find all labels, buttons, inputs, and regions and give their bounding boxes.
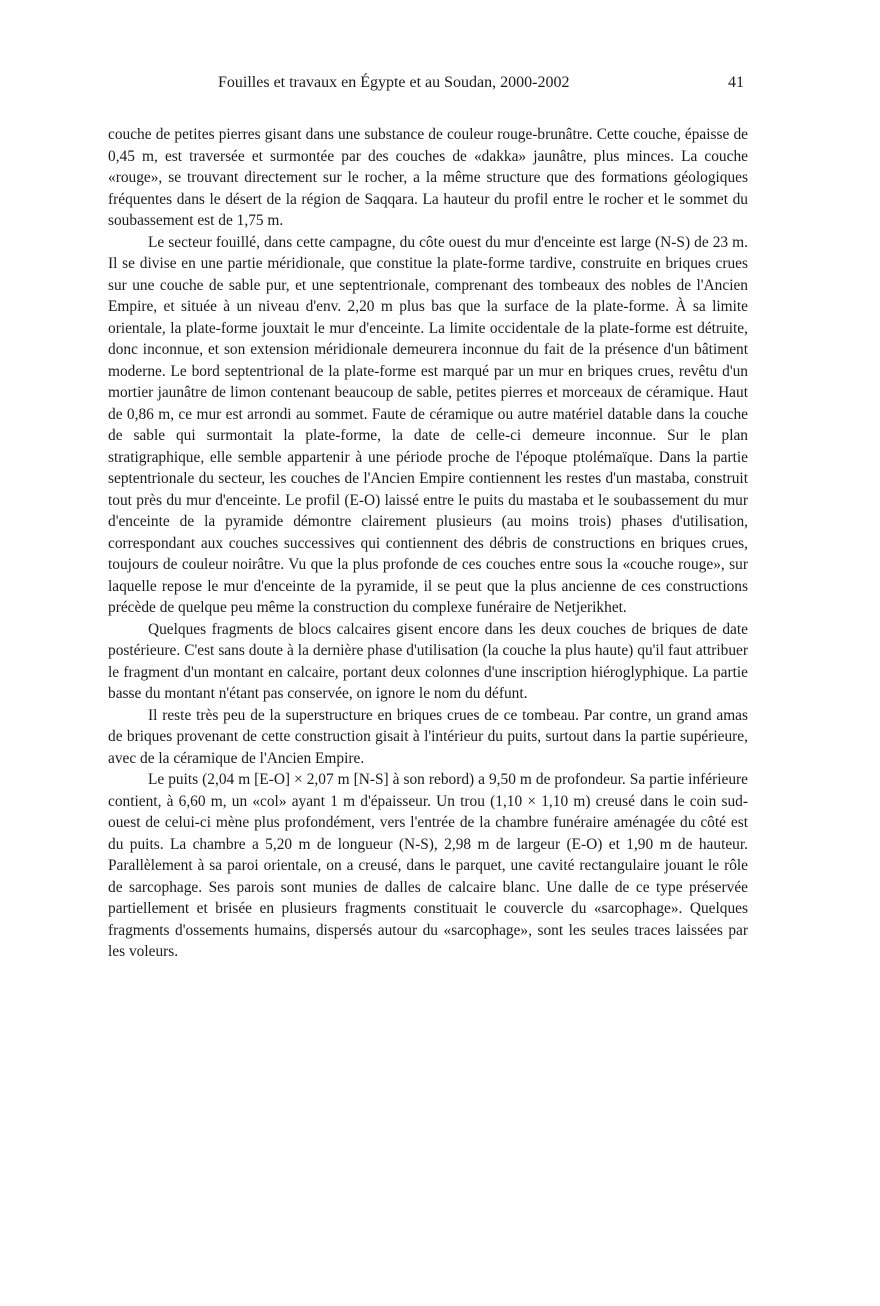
body-text xyxy=(108,124,748,963)
paragraph-1: couche de petites pierres gisant dans une substance de couleur rouge-brunâtre. Cette couche, épaisse de 0,45 m, est traversée et surmontée par des couches de «dakka» jaunâtre, plus minces. La couche «rouge», se trouvant directement sur le rocher, a la même structure que des formations géologiques fréquentes dans le désert de la région de Saqqara. La hauteur du profil entre le rocher et le sommet du soubassement est de 1,75 m. xyxy=(108,126,748,229)
paragraph-5: Le puits (2,04 m [E-O] × 2,07 m [N-S] à son rebord) a 9,50 m de profondeur. Sa partie inférieure contient, à 6,60 m, un «col» ayant 1 m d'épaisseur. Un trou (1,10 × 1,10 m) creusé dans le coin sud-ouest de celui-ci mène plus profondément, vers l'entrée de la chambre funéraire aménagée du côté est du puits. La chambre a 5,20 m de longueur (N-S), 2,98 m de largeur (E-O) et 1,90 m de hauteur. Parallèlement à sa paroi orientale, on a creusé, dans le parquet, une cavité rectangulaire jouant le rôle de sarcophage. Ses parois sont munies de dalles de calcaire blanc. Une dalle de ce type préservée partiellement et brisée en plusieurs fragments constituait le couvercle du «sarcophage». Quelques fragments d'ossements humains, dispersés autour du «sarcophage», sont les seules traces laissées par les voleurs. xyxy=(108,771,748,960)
running-title: Fouilles et travaux en Égypte et au Soudan, 2000-2002 xyxy=(218,74,570,91)
page-header xyxy=(108,74,748,100)
paragraph-2: Le secteur fouillé, dans cette campagne, du côte ouest du mur d'enceinte est large (N-S) de 23 m. Il se divise en une partie méridionale, que constitue la plate-forme tardive, construite en briques crues sur une couche de sable pur, et une septentrionale, comprenant des tombeaux des nobles de l'Ancien Empire, et située à un niveau d'env. 2,20 m plus bas que la surface de la plate-forme. À sa limite orientale, la plate-forme jouxtait le mur d'enceinte. La limite occidentale de la plate-forme est détruite, donc inconnue, et son extension méridionale demeurera inconnue du fait de la présence d'un bâtiment moderne. Le bord septentrional de la plate-forme est marqué par un mur en briques crues, revêtu d'un mortier jaunâtre de limon contenant beaucoup de sable, petites pierres et morceaux de céramique. Haut de 0,86 m, ce mur est arrondi au sommet. Faute de céramique ou autre matériel datable dans la couche de sable qui surmontait la plate-forme, la date de celle-ci demeure inconnue. Sur le plan stratigraphique, elle semble appartenir à une période proche de l'époque ptolémaïque. Dans la partie septentrionale du secteur, les couches de l'Ancien Empire contiennent les restes d'un mastaba, construit tout près du mur d'enceinte. Le profil (E-O) laissé entre le puits du mastaba et le soubassement du mur d'enceinte de la pyramide démontre clairement plusieurs (au moins trois) phases d'utilisation, correspondant aux couches successives qui contiennent des débris de constructions en briques crues, toujours de couleur noirâtre. Vu que la plus profonde de ces couches entre sous la «couche rouge», sur laquelle repose le mur d'enceinte de la pyramide, il se peut que la plus ancienne de ces constructions précède de quelque peu même la construction du complexe funéraire de Netjerikhet. xyxy=(108,233,748,616)
paragraph-3: Quelques fragments de blocs calcaires gisent encore dans les deux couches de briques de date postérieure. C'est sans doute à la dernière phase d'utilisation (la couche la plus haute) qu'il faut attribuer le fragment d'un montant en calcaire, portant deux colonnes d'une inscription hiéroglyphique. La partie basse du montant n'étant pas conservée, on ignore le nom du défunt. xyxy=(108,620,748,702)
page-number: 41 xyxy=(728,74,744,91)
paragraph-4: Il reste très peu de la superstructure en briques crues de ce tombeau. Par contre, un grand amas de briques provenant de cette construction gisait à l'intérieur du puits, surtout dans la partie supérieure, avec de la céramique de l'Ancien Empire. xyxy=(108,706,748,767)
